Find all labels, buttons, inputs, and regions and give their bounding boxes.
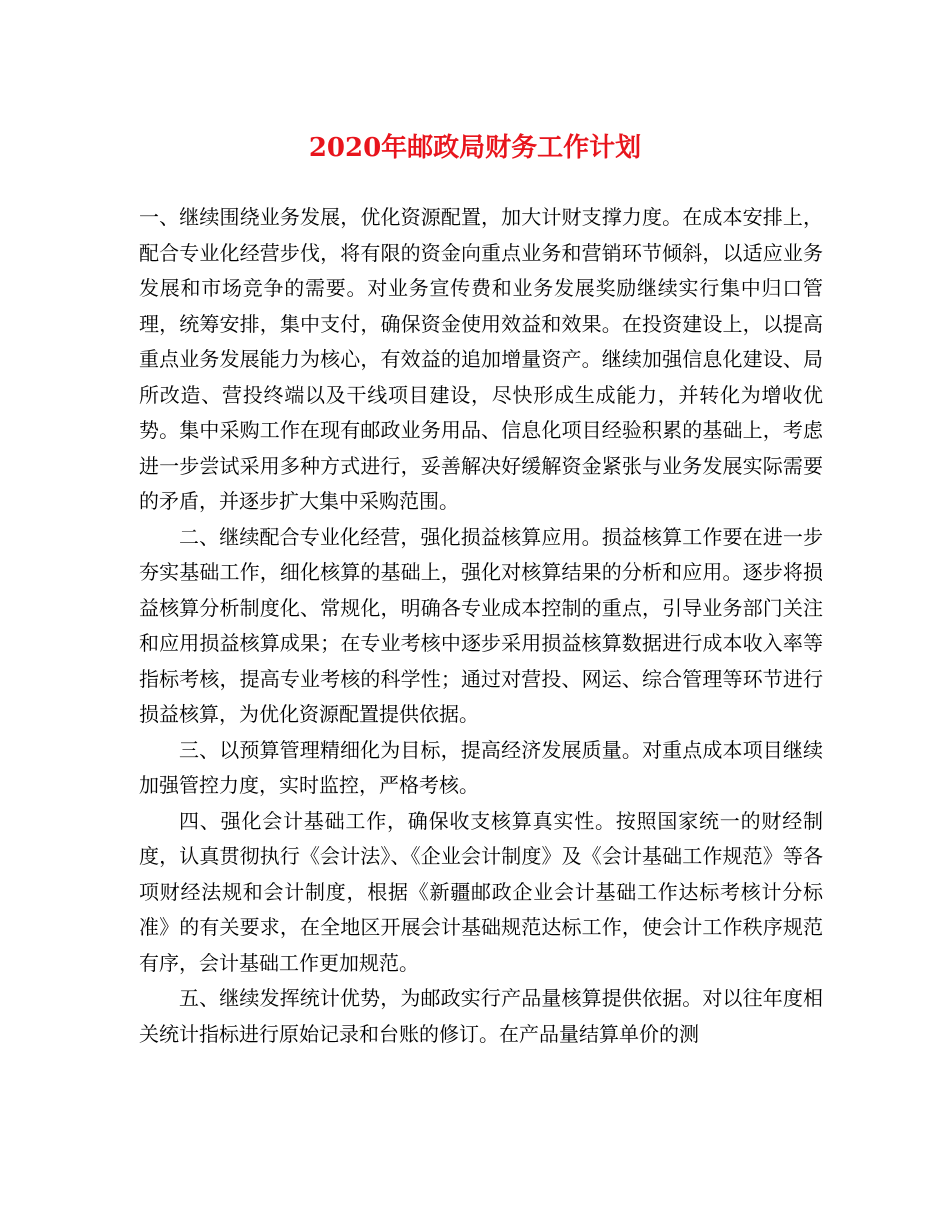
paragraph-1: 一、继续围绕业务发展，优化资源配置，加大计财支撑力度。在成本安排上，配合专业化经营步伐，将有限的资金向重点业务和营销环节倾斜，以适应业务发展和市场竞争的需要。对业务宣传费和业务发展奖励继续实行集中归口管理，统筹安排，集中支付，确保资金使用效益和效果。在投资建设上，以提高重点业务发展能力为核心，有效益的追加增量资产。继续加强信息化建设、局所改造、营投终端以及干线项目建设，尽快形成生成能力，并转化为增收优势。集中采购工作在现有邮政业务用品、信息化项目经验积累的基础上，考虑进一步尝试采用多种方式进行，妥善解决好缓解资金紧张与业务发展实际需要的矛盾，并逐步扩大集中采购范围。 <box>139 205 823 513</box>
paragraph-3: 三、以预算管理精细化为目标，提高经济发展质量。对重点成本项目继续加强管控力度，实时监控，严格考核。 <box>139 737 823 797</box>
paragraph-2: 二、继续配合专业化经营，强化损益核算应用。损益核算工作要在进一步夯实基础工作，细化核算的基础上，强化对核算结果的分析和应用。逐步将损益核算分析制度化、常规化，明确各专业成本控制的重点，引导业务部门关注和应用损益核算成果；在专业考核中逐步采用损益核算数据进行成本收入率等指标考核，提高专业考核的科学性；通过对营投、网运、综合管理等环节进行损益核算，为优化资源配置提供依据。 <box>139 524 823 726</box>
paragraph-5: 五、继续发挥统计优势，为邮政实行产品量核算提供依据。对以往年度相关统计指标进行原始记录和台账的修订。在产品量结算单价的测 <box>139 986 823 1046</box>
paragraph-4: 四、强化会计基础工作，确保收支核算真实性。按照国家统一的财经制度，认真贯彻执行《会计法》、《企业会计制度》及《会计基础工作规范》等各项财经法规和会计制度，根据《新疆邮政企业会计基础工作达标考核计分标准》的有关要求，在全地区开展会计基础规范达标工作，使会计工作秩序规范有序，会计基础工作更加规范。 <box>139 808 823 975</box>
document-title: 2020年邮政局财务工作计划 <box>308 133 642 163</box>
document-body <box>139 200 823 1052</box>
